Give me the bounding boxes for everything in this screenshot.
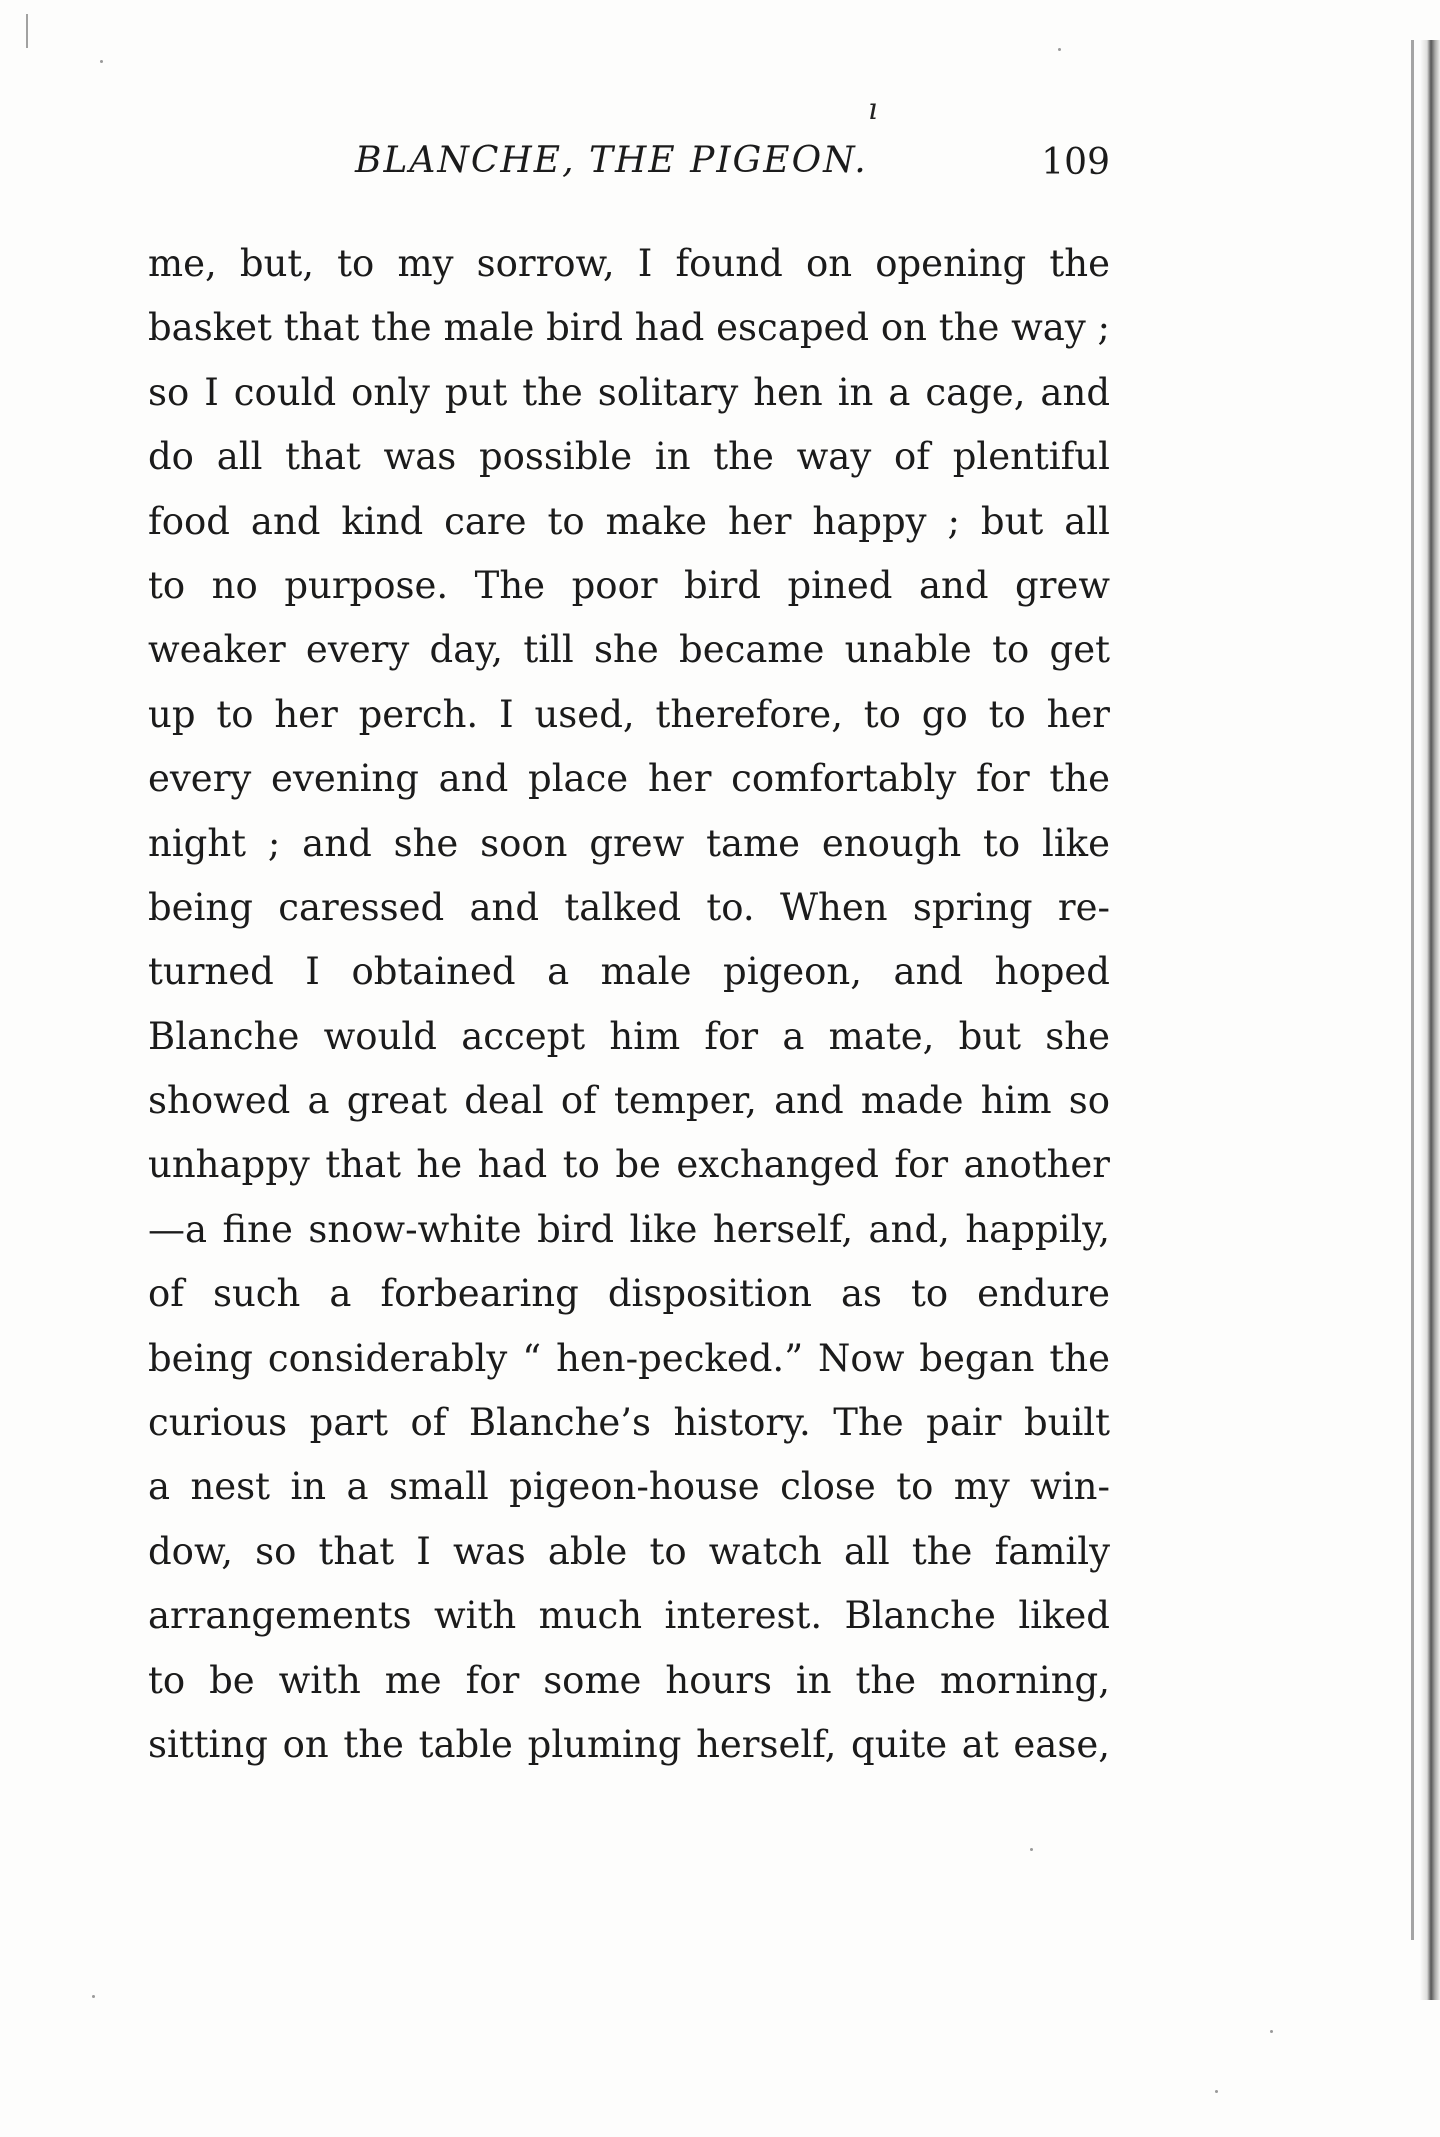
top-mark: ı [868,92,878,127]
text-line: being considerably “ hen-pecked.” Now began the [148,1336,1110,1380]
page-number: 109 [1041,142,1110,183]
text-line: arrangements with much interest. Blanche liked [148,1594,1110,1638]
text-line: night ; and she soon grew tame enough to like [148,821,1110,865]
text-line: a nest in a small pigeon-house close to my win- [148,1465,1110,1509]
text-line: weaker every day, till she became unable to get [148,628,1110,672]
text-line: up to her perch. I used, therefore, to go to her [148,692,1110,736]
text-line: showed a great deal of temper, and made him so [148,1079,1110,1123]
binding-edge [1420,40,1440,2000]
text-line: Blanche would accept him for a mate, but she [148,1014,1110,1058]
text-line: dow, so that I was able to watch all the family [148,1529,1110,1573]
running-title: BLANCHE, THE PIGEON. [355,140,868,181]
text-line: being caressed and talked to. When spring re- [148,885,1110,929]
scan-mark [26,14,28,48]
text-line: sitting on the table pluming herself, quite at ease, [148,1722,1110,1766]
text-line: basket that the male bird had escaped on the way ; [148,306,1110,350]
text-line: to no purpose. The poor bird pined and grew [148,563,1110,607]
text-line: unhappy that he had to be exchanged for another [148,1143,1110,1187]
text-line: me, but, to my sorrow, I found on opening the [148,242,1110,285]
page-header [150,140,1110,200]
text-line: to be with me for some hours in the morning, [148,1658,1110,1702]
body-text [148,232,1110,1777]
text-line: of such a forbearing disposition as to endure [148,1272,1110,1316]
binding-line [1411,40,1414,1940]
text-line: every evening and place her comfortably for the [148,757,1110,801]
text-line: do all that was possible in the way of plentiful [148,435,1110,479]
text-line: so I could only put the solitary hen in a cage, and [148,370,1110,414]
text-line: —a fine snow-white bird like herself, and, happily, [148,1207,1110,1251]
text-line: turned I obtained a male pigeon, and hoped [148,950,1110,994]
text-line: food and kind care to make her happy ; but all [148,499,1110,543]
text-line: curious part of Blanche’s history. The pair built [148,1401,1110,1445]
